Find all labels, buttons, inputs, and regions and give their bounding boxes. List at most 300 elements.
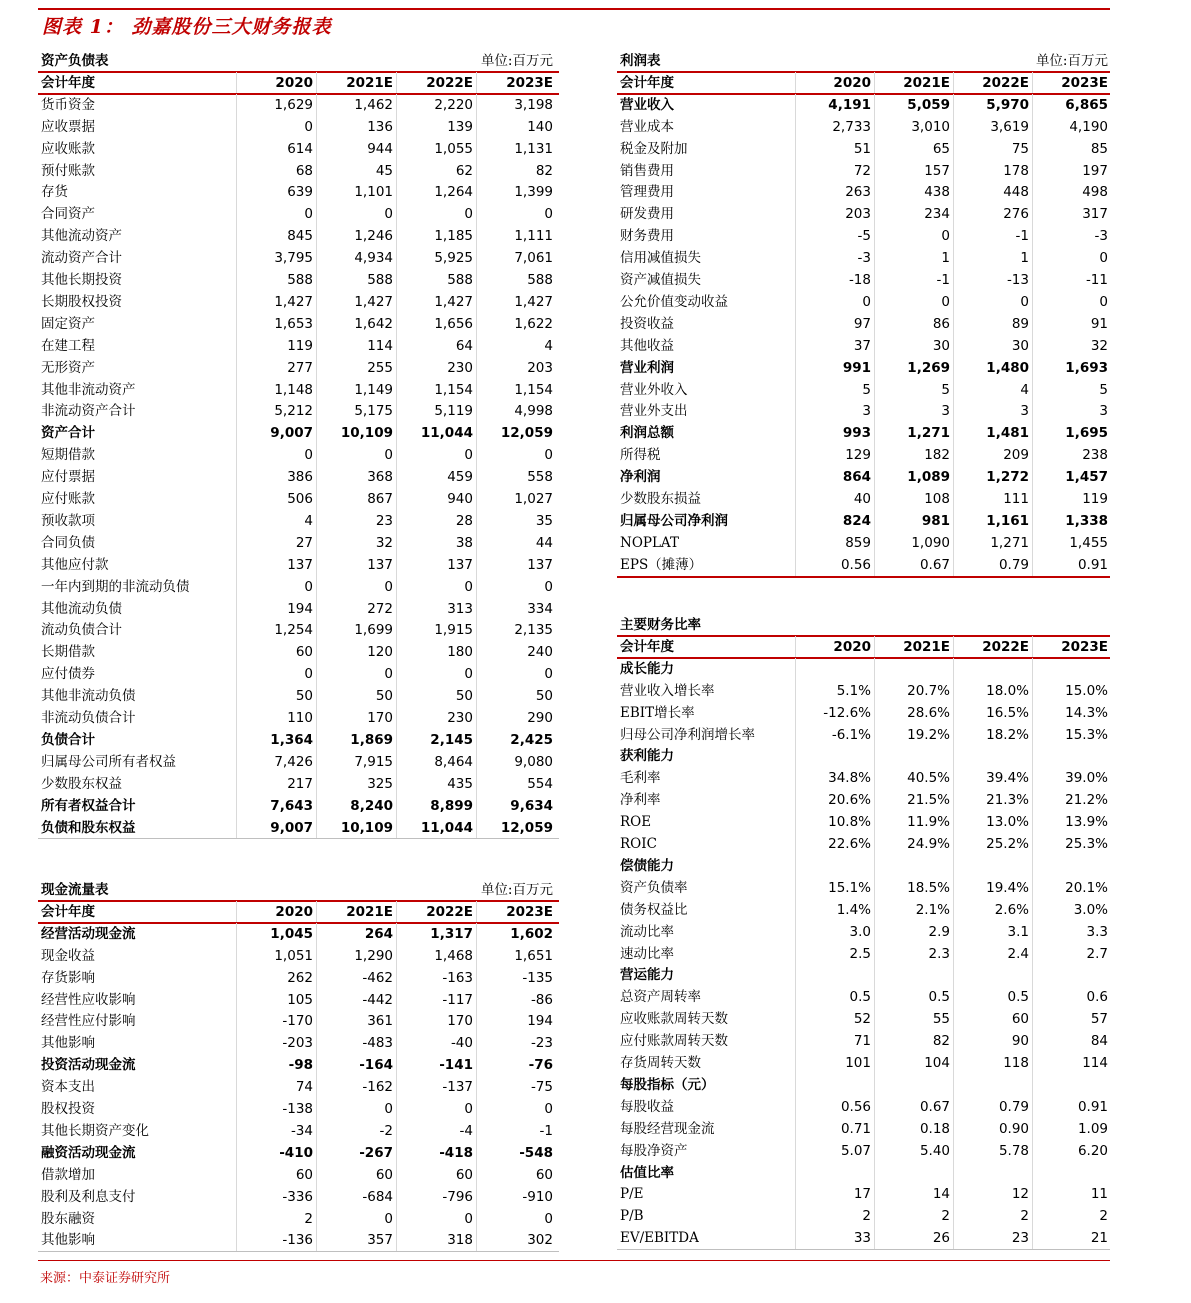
table-row (617, 335, 1110, 357)
row-value: 157 (874, 160, 953, 182)
row-value: -548 (476, 1142, 556, 1164)
row-value: 1 (953, 247, 1032, 269)
row-label: 负债和股东权益 (41, 819, 136, 836)
row-value: 0 (236, 444, 316, 466)
row-value: 1,089 (874, 466, 953, 488)
row-value: 0 (396, 576, 476, 598)
row-value: 1,629 (236, 94, 316, 116)
row-value: 313 (396, 598, 476, 620)
row-value: 2 (953, 1205, 1032, 1227)
row-value: 0 (1032, 247, 1111, 269)
row-value (795, 658, 874, 680)
row-value: -163 (396, 967, 476, 989)
row-value: 2.9 (874, 921, 953, 943)
table-header (38, 50, 559, 72)
row-value: 12 (953, 1183, 1032, 1205)
row-value: 104 (874, 1052, 953, 1074)
table-row (617, 1227, 1110, 1249)
table-row (617, 291, 1110, 313)
table-row (617, 466, 1110, 488)
row-value: -136 (236, 1229, 316, 1251)
table-row (617, 532, 1110, 554)
table-row (38, 598, 559, 620)
row-value: 0 (476, 1208, 556, 1230)
row-value: 3 (874, 400, 953, 422)
row-value: 1,254 (236, 619, 316, 641)
row-value: 13.0% (953, 811, 1032, 833)
grid-line (38, 838, 559, 839)
row-value (795, 1162, 874, 1184)
row-label: 资产减值损失 (620, 272, 701, 288)
row-value: 1,338 (1032, 510, 1111, 532)
table-row (38, 641, 559, 663)
row-value: 1,656 (396, 313, 476, 335)
row-value: 129 (795, 444, 874, 466)
table-row (38, 1076, 559, 1098)
bottom-rule (38, 1260, 1110, 1261)
row-label: 每股经营现金流 (620, 1120, 715, 1137)
table-row (617, 899, 1110, 921)
row-value: 588 (316, 269, 396, 291)
year-0: 2020 (795, 72, 874, 94)
top-rule (38, 8, 1110, 10)
row-label: P/E (620, 1186, 644, 1203)
row-value: 1,693 (1032, 357, 1111, 379)
year-0: 2020 (236, 901, 316, 923)
row-label: 每股指标（元） (620, 1076, 715, 1093)
row-value: 1,651 (476, 945, 556, 967)
row-value: 0.79 (953, 554, 1032, 576)
row-value: 255 (316, 357, 396, 379)
table-row (38, 795, 559, 817)
table-row (617, 1030, 1110, 1052)
unit-label: 单位:百万元 (480, 882, 553, 898)
row-value: 3,619 (953, 116, 1032, 138)
row-value: 57 (1032, 1008, 1111, 1030)
row-label: EV/EBITDA (620, 1230, 699, 1247)
table-row (617, 833, 1110, 855)
table-row (38, 269, 559, 291)
row-value: 44 (476, 532, 556, 554)
row-label: 融资活动现金流 (41, 1144, 136, 1161)
table-row (38, 291, 559, 313)
row-label: 投资收益 (620, 315, 674, 332)
row-value: 84 (1032, 1030, 1111, 1052)
row-value: 21.3% (953, 789, 1032, 811)
row-value: 5.1% (795, 680, 874, 702)
row-value: 1,468 (396, 945, 476, 967)
row-value: 170 (316, 707, 396, 729)
row-label: 少数股东损益 (620, 491, 701, 507)
row-value: 118 (953, 1052, 1032, 1074)
row-value: 0 (476, 576, 556, 598)
row-value: 554 (476, 773, 556, 795)
row-label: 资产负债率 (620, 879, 688, 896)
row-value: 22.6% (795, 833, 874, 855)
row-label: 货币资金 (41, 96, 95, 113)
row-label: 利润总额 (620, 425, 674, 442)
row-value: 4,191 (795, 94, 874, 116)
row-value: -5 (795, 225, 874, 247)
row-label: 其他影响 (41, 1232, 95, 1249)
row-value: -483 (316, 1032, 396, 1054)
year-2: 2022E (396, 72, 476, 94)
row-value: 25.2% (953, 833, 1032, 855)
row-value: 0.91 (1032, 1096, 1111, 1118)
row-value: 39.0% (1032, 767, 1111, 789)
year-header-row (38, 72, 559, 94)
row-value: 2.3 (874, 943, 953, 965)
row-value: 3 (795, 400, 874, 422)
row-value: 2,145 (396, 729, 476, 751)
row-value: 5,970 (953, 94, 1032, 116)
row-value: 498 (1032, 181, 1111, 203)
row-value: 1,045 (236, 923, 316, 945)
row-value: 2.7 (1032, 943, 1111, 965)
row-value: -336 (236, 1186, 316, 1208)
row-value: 2.6% (953, 899, 1032, 921)
table-row (617, 247, 1110, 269)
row-value: 4 (953, 379, 1032, 401)
row-label: 应收票据 (41, 118, 95, 135)
row-value: 60 (236, 641, 316, 663)
row-value: 0 (396, 203, 476, 225)
row-label: 存货周转天数 (620, 1055, 701, 1071)
row-value: 16.5% (953, 702, 1032, 724)
table-header (617, 50, 1110, 72)
row-value: 0.67 (874, 554, 953, 576)
table-row (617, 811, 1110, 833)
table-row (617, 877, 1110, 899)
table-row (38, 1186, 559, 1208)
row-value: -11 (1032, 269, 1111, 291)
table-row (617, 702, 1110, 724)
table-row (38, 817, 559, 839)
row-value: 1,915 (396, 619, 476, 641)
table-row (38, 488, 559, 510)
row-value: 97 (795, 313, 874, 335)
row-value: 940 (396, 488, 476, 510)
row-value: -796 (396, 1186, 476, 1208)
table-row (617, 203, 1110, 225)
row-value: 1,642 (316, 313, 396, 335)
row-value: 3,795 (236, 247, 316, 269)
row-value: 45 (316, 160, 396, 182)
year-2: 2022E (396, 901, 476, 923)
table-row (617, 1096, 1110, 1118)
table-row (38, 225, 559, 247)
row-label: 成长能力 (620, 660, 674, 677)
table-row (38, 466, 559, 488)
table-row (38, 989, 559, 1011)
row-label: 营业成本 (620, 118, 674, 135)
row-value: 20.7% (874, 680, 953, 702)
row-label: ROE (620, 814, 652, 831)
row-value: 1 (874, 247, 953, 269)
row-value: 845 (236, 225, 316, 247)
row-label: 营业收入增长率 (620, 682, 715, 699)
row-value: 1,457 (1032, 466, 1111, 488)
row-label: 经营性应付影响 (41, 1013, 136, 1030)
row-value: 74 (236, 1076, 316, 1098)
row-value: 13.9% (1032, 811, 1111, 833)
row-value: 11 (1032, 1183, 1111, 1205)
row-value: -3 (795, 247, 874, 269)
row-value: 60 (236, 1164, 316, 1186)
row-value: -1 (953, 225, 1032, 247)
row-label: 速动比率 (620, 945, 674, 962)
table-row (617, 488, 1110, 510)
row-value: 194 (476, 1010, 556, 1032)
row-value: 0 (476, 1098, 556, 1120)
table-row (38, 94, 559, 116)
row-value: 864 (795, 466, 874, 488)
row-value: 18.2% (953, 724, 1032, 746)
row-value: 23 (316, 510, 396, 532)
table-row (38, 1120, 559, 1142)
row-value: 140 (476, 116, 556, 138)
row-label: 其他流动负债 (41, 600, 122, 617)
source-note: 来源：中泰证券研究所 (40, 1271, 171, 1286)
row-label: 其他影响 (41, 1035, 95, 1052)
table-row (617, 422, 1110, 444)
row-value: 276 (953, 203, 1032, 225)
row-value: 3.0 (795, 921, 874, 943)
row-value: 2,425 (476, 729, 556, 751)
year-2: 2022E (953, 636, 1032, 658)
row-value: 824 (795, 510, 874, 532)
row-value: 209 (953, 444, 1032, 466)
row-value: 21.5% (874, 789, 953, 811)
row-value: 1,399 (476, 181, 556, 203)
table-title: 现金流量表 (41, 882, 109, 898)
row-value: 10,109 (316, 817, 396, 839)
row-label: 应付票据 (41, 469, 95, 486)
row-value: 0 (316, 663, 396, 685)
row-value: 993 (795, 422, 874, 444)
row-label: 资本支出 (41, 1079, 95, 1096)
row-value: -40 (396, 1032, 476, 1054)
row-value: 981 (874, 510, 953, 532)
row-label: 研发费用 (620, 206, 674, 223)
table-row (617, 269, 1110, 291)
row-value: 230 (396, 357, 476, 379)
row-value: 86 (874, 313, 953, 335)
row-label: 一年内到期的非流动负债 (41, 578, 190, 595)
row-value: 0 (953, 291, 1032, 313)
row-value: 1,161 (953, 510, 1032, 532)
row-value: 120 (316, 641, 396, 663)
row-label: 流动负债合计 (41, 622, 122, 639)
row-value: 1,101 (316, 181, 396, 203)
row-value: 3 (953, 400, 1032, 422)
row-value: 435 (396, 773, 476, 795)
row-value: 0 (236, 576, 316, 598)
table-row (617, 94, 1110, 116)
row-label: 毛利率 (620, 770, 661, 787)
table-row (38, 181, 559, 203)
row-label: 非流动资产合计 (41, 403, 136, 420)
row-value: -117 (396, 989, 476, 1011)
row-value: 6,865 (1032, 94, 1111, 116)
row-value: 136 (316, 116, 396, 138)
year-1: 2021E (874, 636, 953, 658)
year-header-row (617, 636, 1110, 658)
table-row (617, 789, 1110, 811)
table-row (617, 745, 1110, 767)
row-value: 0.90 (953, 1118, 1032, 1140)
row-value: 0.67 (874, 1096, 953, 1118)
row-value: 7,426 (236, 751, 316, 773)
row-value: 30 (874, 335, 953, 357)
row-value: 238 (1032, 444, 1111, 466)
year-0: 2020 (236, 72, 316, 94)
row-value: 5 (874, 379, 953, 401)
row-value: -138 (236, 1098, 316, 1120)
table-row (617, 724, 1110, 746)
row-label: 合同资产 (41, 206, 95, 223)
row-value: 290 (476, 707, 556, 729)
row-label: P/B (620, 1208, 644, 1225)
row-value: 182 (874, 444, 953, 466)
row-label: 其他长期投资 (41, 272, 122, 288)
row-value: 60 (316, 1164, 396, 1186)
table-row (617, 767, 1110, 789)
table-row (617, 357, 1110, 379)
table-row (38, 313, 559, 335)
row-value: -18 (795, 269, 874, 291)
row-value: 1,131 (476, 138, 556, 160)
row-value: 3.0% (1032, 899, 1111, 921)
table-row (38, 422, 559, 444)
row-value (874, 855, 953, 877)
row-value: 0 (396, 444, 476, 466)
year-3: 2023E (476, 72, 556, 94)
row-value: 639 (236, 181, 316, 203)
table-row (38, 663, 559, 685)
year-label: 会计年度 (41, 903, 95, 920)
row-value: 2.5 (795, 943, 874, 965)
row-value: 75 (953, 138, 1032, 160)
table-row (38, 138, 559, 160)
row-value: 11,044 (396, 422, 476, 444)
row-value: 12,059 (476, 422, 556, 444)
row-label: 存货 (41, 184, 68, 201)
table-row (617, 1162, 1110, 1184)
unit-label: 单位:百万元 (1035, 53, 1108, 69)
row-value: 8,464 (396, 751, 476, 773)
row-label: 少数股东权益 (41, 775, 122, 792)
table-row (38, 160, 559, 182)
grid-line (38, 1251, 559, 1252)
row-value: 234 (874, 203, 953, 225)
row-value: 8,240 (316, 795, 396, 817)
row-value: -137 (396, 1076, 476, 1098)
row-label: 在建工程 (41, 337, 95, 354)
row-label: 合同负债 (41, 534, 95, 551)
table-row (617, 1118, 1110, 1140)
row-value: -2 (316, 1120, 396, 1142)
row-value: 40.5% (874, 767, 953, 789)
row-value: -86 (476, 989, 556, 1011)
row-value: 50 (316, 685, 396, 707)
row-label: 归属母公司所有者权益 (41, 753, 176, 770)
row-value: 119 (236, 335, 316, 357)
row-label: 销售费用 (620, 162, 674, 179)
row-value: -162 (316, 1076, 396, 1098)
row-value: 5,212 (236, 400, 316, 422)
row-label: 其他收益 (620, 337, 674, 354)
row-label: ROIC (620, 836, 657, 852)
row-label: 负债合计 (41, 731, 95, 748)
row-value: 7,643 (236, 795, 316, 817)
table-row (38, 1010, 559, 1032)
row-value: -1 (874, 269, 953, 291)
row-value: 1,154 (476, 379, 556, 401)
row-value: 26 (874, 1227, 953, 1249)
table-row (38, 1229, 559, 1251)
row-value: 1,246 (316, 225, 396, 247)
table-row (617, 116, 1110, 138)
table-row (617, 943, 1110, 965)
row-value: 60 (476, 1164, 556, 1186)
row-label: 流动比率 (620, 923, 674, 940)
row-label: 经营活动现金流 (41, 925, 136, 942)
row-label: 借款增加 (41, 1166, 95, 1183)
row-value (953, 1162, 1032, 1184)
row-value: -3 (1032, 225, 1111, 247)
row-value: 334 (476, 598, 556, 620)
row-label: 股利及利息支付 (41, 1188, 136, 1205)
row-value: 1,427 (236, 291, 316, 313)
table-row (617, 400, 1110, 422)
row-value: 7,915 (316, 751, 396, 773)
row-label: 管理费用 (620, 184, 674, 201)
row-label: 应收账款 (41, 140, 95, 157)
row-value: 0 (476, 444, 556, 466)
row-value: 1,055 (396, 138, 476, 160)
row-label: 应付账款周转天数 (620, 1033, 728, 1050)
row-value: 0 (236, 116, 316, 138)
row-value: -684 (316, 1186, 396, 1208)
year-2: 2022E (953, 72, 1032, 94)
row-value: 588 (396, 269, 476, 291)
row-value: 15.1% (795, 877, 874, 899)
row-value: 0.56 (795, 554, 874, 576)
table-row (617, 986, 1110, 1008)
table-row (617, 680, 1110, 702)
row-value: 28.6% (874, 702, 953, 724)
year-3: 2023E (1032, 636, 1111, 658)
row-value: 24.9% (874, 833, 953, 855)
table-row (38, 923, 559, 945)
row-value: 114 (316, 335, 396, 357)
row-value: 14 (874, 1183, 953, 1205)
row-label: 获利能力 (620, 748, 674, 765)
row-label: 应付债券 (41, 666, 95, 683)
row-value: 1.09 (1032, 1118, 1111, 1140)
row-value: 39.4% (953, 767, 1032, 789)
row-value: 82 (476, 160, 556, 182)
row-label: 估值比率 (620, 1164, 674, 1181)
table-row (617, 1183, 1110, 1205)
row-label: 债务权益比 (620, 901, 688, 918)
table-row (617, 1140, 1110, 1162)
row-value (874, 1074, 953, 1096)
row-value: 7,061 (476, 247, 556, 269)
row-value: 2.1% (874, 899, 953, 921)
table-header (38, 879, 559, 901)
